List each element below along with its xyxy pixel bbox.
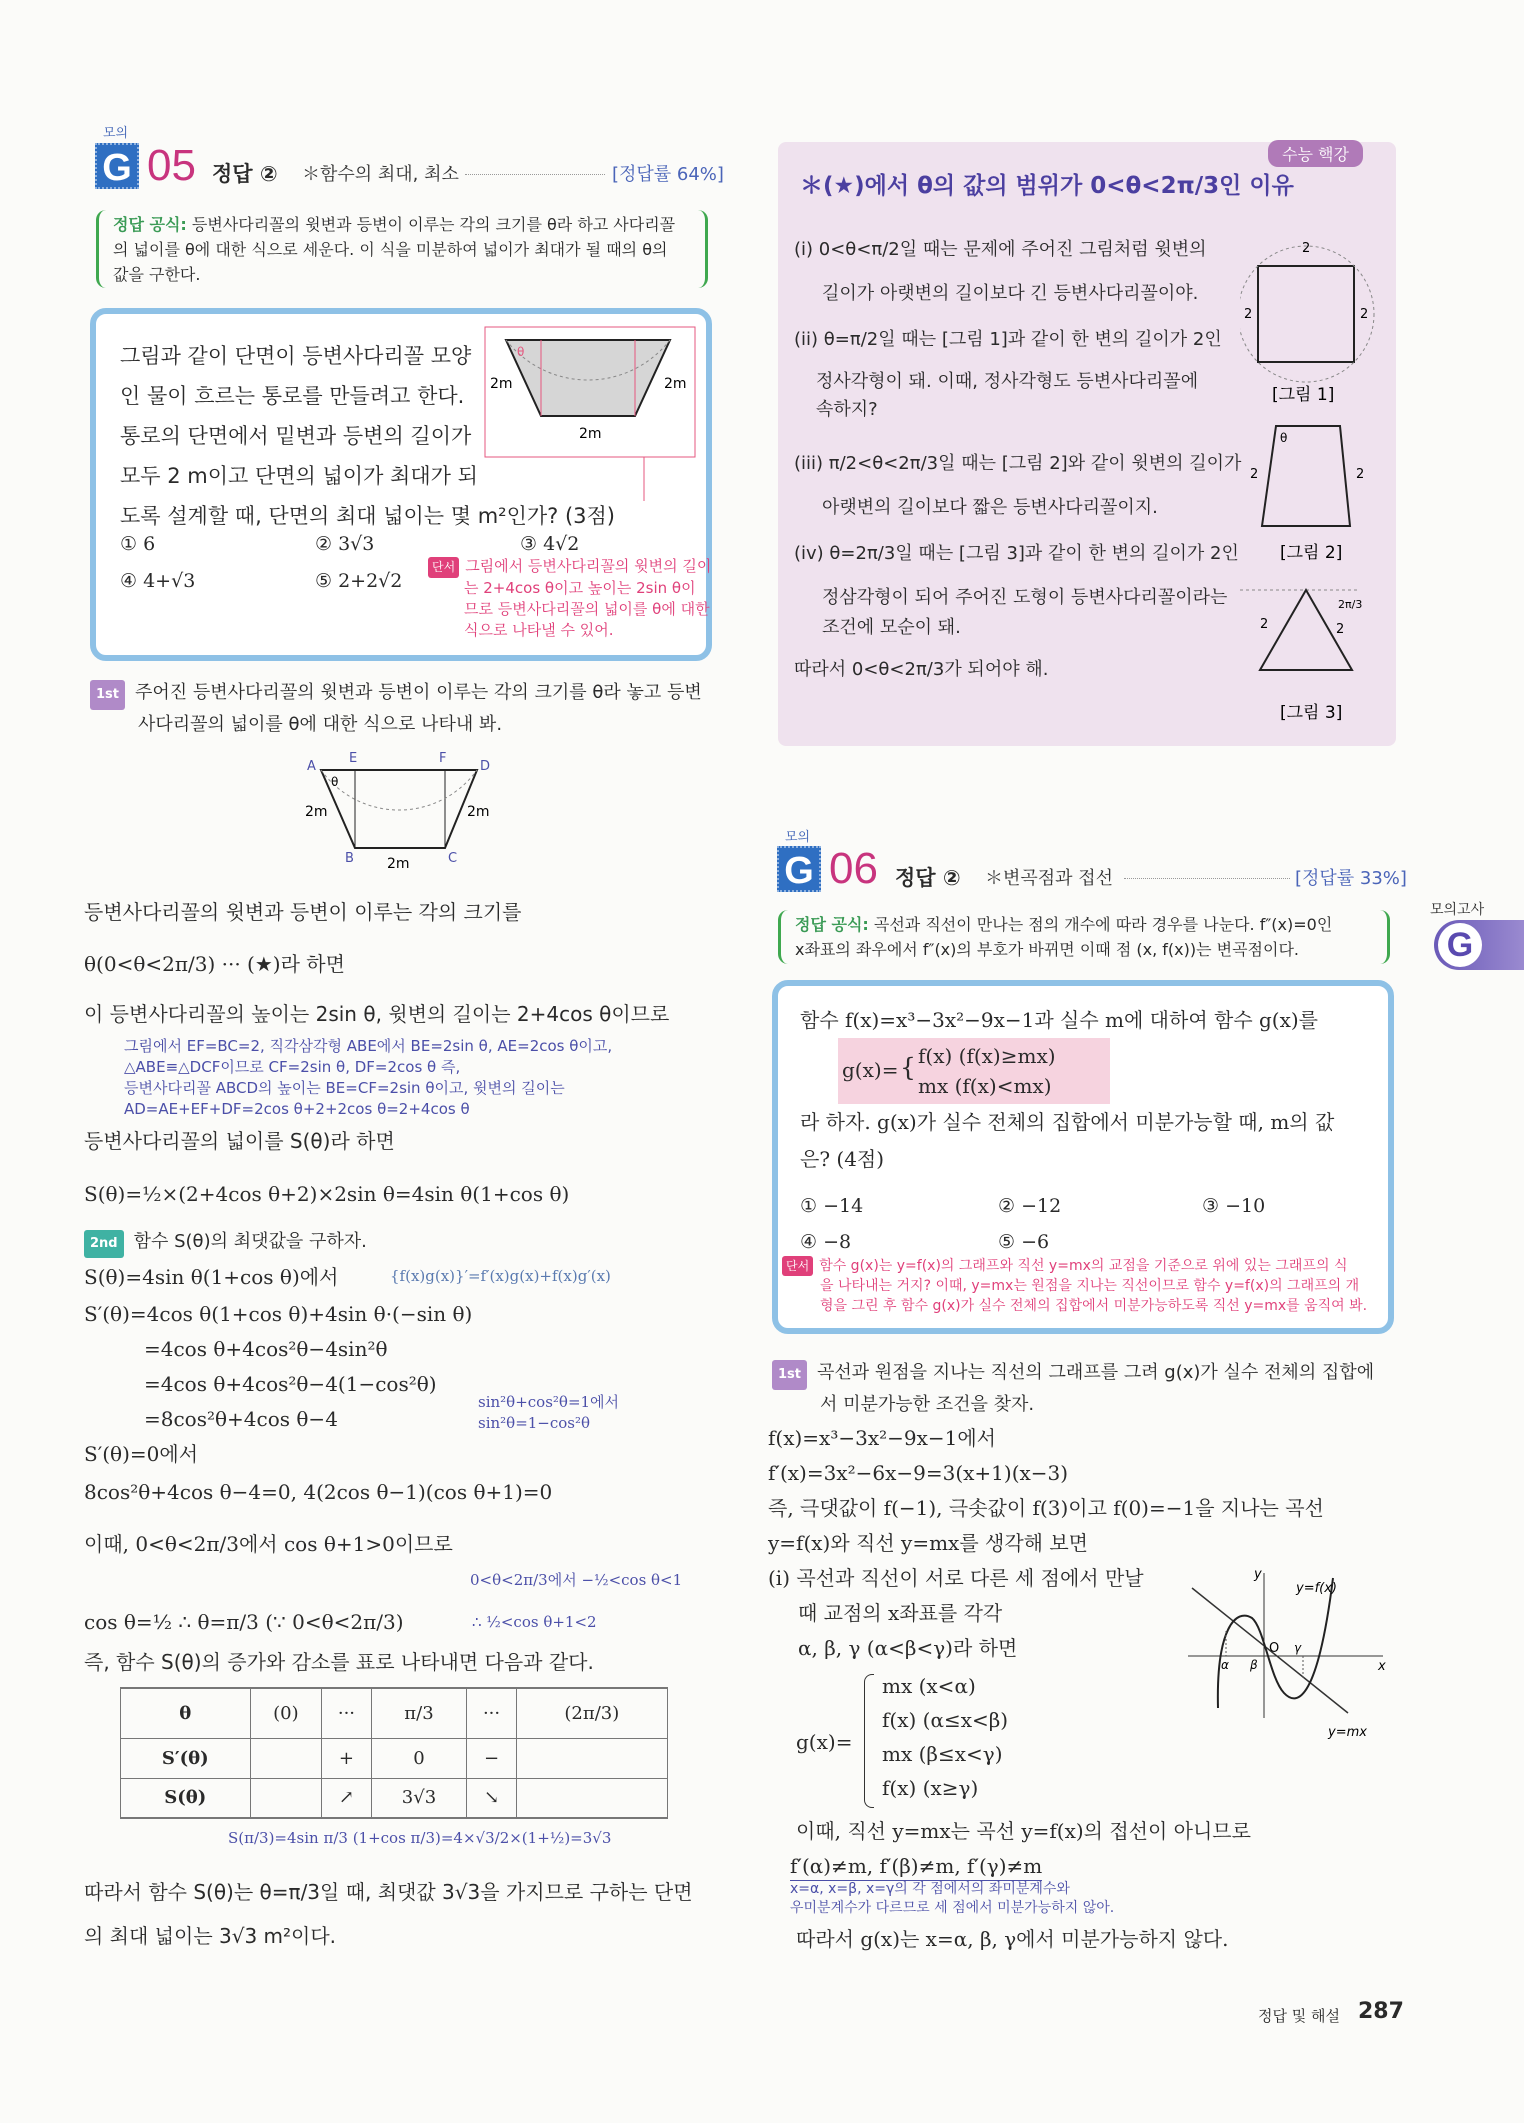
- side-tab[interactable]: [1434, 920, 1524, 970]
- question-line: 모두 2 m이고 단면의 넓이가 최대가 되: [120, 464, 478, 488]
- formula-box: [778, 910, 1390, 964]
- hint-line: 함수 g(x)는 y=f(x)의 그래프와 직선 y=mx의 교점을 기준으로 위에 있는 그래프의 식: [819, 1258, 1348, 1274]
- alpha-label: α: [1221, 1658, 1229, 1672]
- table-cell: [516, 1778, 667, 1818]
- cubic-line-graph: [1188, 1568, 1393, 1748]
- choice-2-correct[interactable]: ② −12: [998, 1195, 1062, 1217]
- sol-line: 즉, 극댓값이 f(−1), 극솟값이 f(3)이고 f(0)=−1을 지나는 곡선: [768, 1496, 1324, 1520]
- deriv-line: =4cos θ+4cos²θ−4(1−cos²θ): [144, 1372, 437, 1396]
- gx-case: mx (f(x)<mx): [918, 1074, 1052, 1098]
- mock-tag: 모의: [103, 126, 129, 141]
- table-cell: −: [467, 1738, 516, 1778]
- table-cell: S(θ): [121, 1778, 251, 1818]
- sol-line: 등변사다리꼴의 윗변과 등변이 이루는 각의 크기를: [84, 900, 522, 924]
- hint-line: 식으로 나타낼 수 있어.: [464, 621, 614, 639]
- point-label: B: [345, 851, 354, 866]
- step-text: 주어진 등변사다리꼴의 윗변과 등변이 이루는 각의 크기를 θ라 놓고 등변: [135, 682, 702, 703]
- trapezoid-figure: [484, 326, 696, 501]
- sol-line: f(x)=x³−3x²−9x−1에서: [768, 1426, 997, 1450]
- side-label: 2m: [579, 426, 602, 442]
- labeled-trapezoid-figure: [305, 748, 505, 873]
- figure-caption: [그림 3]: [1280, 703, 1343, 723]
- gx-piecewise: [796, 1672, 1046, 1812]
- figure-caption: [그림 2]: [1280, 543, 1343, 563]
- step-text: 서 미분가능한 조건을 찾자.: [820, 1394, 1035, 1415]
- hint-line: 므로 등변사다리꼴의 넓이를 θ에 대한: [464, 600, 710, 618]
- point-label: C: [448, 851, 458, 866]
- table-cell: ···: [467, 1688, 516, 1738]
- table-row: [121, 1688, 668, 1738]
- side-label: 2: [1250, 467, 1259, 482]
- side-tab-letter: G: [1438, 923, 1482, 967]
- sol-line: 등변사다리꼴의 넓이를 S(θ)라 하면: [84, 1129, 395, 1153]
- line-label: y=mx: [1328, 1725, 1367, 1740]
- core-line: 속하지?: [816, 399, 878, 420]
- side-label: 2: [1336, 622, 1345, 637]
- choice-1[interactable]: ① 6: [120, 533, 156, 555]
- note: [124, 1036, 612, 1120]
- note-line: 등변사다리꼴 ABCD의 높이는 BE=CF=2sin θ이고, 윗변의 길이는: [124, 1079, 565, 1097]
- question-line: 라 하자. g(x)가 실수 전체의 집합에서 미분가능할 때, m의 값: [800, 1110, 1335, 1134]
- curve-label: y=f(x): [1296, 1581, 1337, 1596]
- deriv-line: S(θ)=4sin θ(1+cos θ)에서: [84, 1265, 339, 1289]
- choice-1[interactable]: ① −14: [800, 1195, 864, 1217]
- formula-label: 정답 공식:: [113, 215, 187, 234]
- beta-label: β: [1250, 1658, 1258, 1672]
- deriv-line: S′(θ)=0에서: [84, 1442, 199, 1466]
- step-text: 곡선과 원점을 지나는 직선의 그래프를 그려 g(x)가 실수 전체의 집합에: [817, 1362, 1375, 1383]
- gamma-label: γ: [1294, 1641, 1302, 1655]
- theta-label: θ: [517, 345, 525, 359]
- range-note: ∴ ½<cos θ+1<2: [472, 1613, 597, 1631]
- sol-line: y=f(x)와 직선 y=mx를 생각해 보면: [768, 1531, 1088, 1555]
- origin-label: O: [1269, 1641, 1280, 1656]
- step-text: 사다리꼴의 넓이를 θ에 대한 식으로 나타내 봐.: [138, 714, 503, 735]
- question-line: 통로의 단면에서 밑변과 등변의 길이가: [120, 424, 472, 448]
- hint-line: 형을 그린 후 함수 g(x)가 실수 전체의 집합에서 미분가능하도록 직선 y=mx를 움직여 봐.: [820, 1298, 1368, 1314]
- gx-case: mx (β≤x<γ): [882, 1742, 1003, 1766]
- dotted-leader: [1124, 878, 1290, 879]
- hint-line: 는 2+4cos θ이고 높이는 2sin θ이: [464, 579, 696, 597]
- core-line: (iv) θ=2π/3일 때는 [그림 3]과 같이 한 변의 길이가 2인: [794, 543, 1239, 564]
- conclusion: 의 최대 넓이는 3√3 m²이다.: [84, 1924, 337, 1948]
- area-formula: S(θ)=½×(2+4cos θ+2)×2sin θ=4sin θ(1+cos θ): [84, 1182, 570, 1206]
- answer-label: 정답 ②: [895, 866, 961, 890]
- correct-rate: [정답률 33%]: [1295, 868, 1407, 889]
- table-cell: π/3: [371, 1688, 467, 1738]
- side-label: 2m: [467, 804, 490, 820]
- hint: [782, 1256, 1367, 1316]
- point-label: D: [480, 759, 491, 774]
- step1: [90, 678, 702, 740]
- table-cell: 0: [371, 1738, 467, 1778]
- footer-label: 정답 및 해설: [1258, 2007, 1340, 2025]
- hint-line: 그림에서 등변사다리꼴의 윗변의 길이: [465, 557, 712, 575]
- formula-line: 등변사다리꼴의 윗변과 등변이 이루는 각의 크기를 θ라 하고 사다리꼴: [191, 215, 676, 234]
- point-label: F: [439, 751, 447, 766]
- sol-line: α, β, γ (α<β<γ)라 하면: [798, 1636, 1018, 1660]
- point-label: A: [307, 759, 316, 774]
- deriv-line: =8cos²θ+4cos θ−4: [144, 1407, 338, 1431]
- table-cell: 3√3: [371, 1778, 467, 1818]
- table-cell: [250, 1778, 322, 1818]
- core-line: 정삼각형이 되어 주어진 도형이 등변사다리꼴이라는: [822, 587, 1228, 608]
- table-cell: (2π/3): [516, 1688, 667, 1738]
- note-line: 그림에서 EF=BC=2, 직각삼각형 ABE에서 BE=2sin θ, AE=2cos θ이고,: [124, 1037, 613, 1055]
- table-cell: (0): [250, 1688, 322, 1738]
- formula-box: [96, 210, 708, 288]
- gx-case: f(x) (x≥γ): [882, 1776, 979, 1800]
- dotted-leader: [465, 174, 605, 175]
- topic: ＊변곡점과 접선: [985, 868, 1114, 889]
- range-note: 0<θ<2π/3에서 −½<cos θ<1: [470, 1571, 683, 1589]
- step-text: 함수 S(θ)의 최댓값을 구하자.: [133, 1231, 367, 1252]
- identity-note: [478, 1392, 619, 1434]
- table-cell: θ: [121, 1688, 251, 1738]
- side-label: 2: [1244, 307, 1253, 322]
- correct-rate: [정답률 64%]: [612, 164, 724, 185]
- hint-label: 단서: [782, 1256, 813, 1276]
- gx-lhs: g(x)=: [842, 1058, 899, 1082]
- question-line: 함수 f(x)=x³−3x²−9x−1과 실수 m에 대하여 함수 g(x)를: [800, 1008, 1319, 1032]
- point-label: E: [349, 751, 358, 766]
- choice-3[interactable]: ③ 4√2: [520, 533, 580, 555]
- core-line: (iii) π/2<θ<2π/3일 때는 [그림 2]와 같이 윗변의 길이가: [794, 453, 1242, 474]
- formula-label: 정답 공식:: [795, 915, 869, 934]
- core-line: 길이가 아랫변의 길이보다 긴 등변사다리꼴이야.: [822, 283, 1199, 304]
- g-badge: G: [95, 143, 139, 189]
- formula-line: x좌표의 좌우에서 f″(x)의 부호가 바뀌면 이때 점 (x, f(x))는 변곡점이다.: [795, 940, 1300, 959]
- core-line: 조건에 모순이 돼.: [822, 617, 961, 638]
- deriv-line: =4cos θ+4cos²θ−4sin²θ: [144, 1337, 388, 1361]
- hint: [428, 556, 711, 641]
- g-badge: G: [777, 846, 821, 892]
- axis-label: y: [1254, 1568, 1262, 1582]
- side-tab-label: 모의고사: [1430, 902, 1485, 918]
- step2: [84, 1228, 367, 1258]
- theta-label: θ: [1280, 431, 1288, 445]
- note: [790, 1880, 1114, 1918]
- core-line: 따라서 0<θ<2π/3가 되어야 해.: [794, 659, 1049, 680]
- product-rule-note: {f(x)g(x)}′=f′(x)g(x)+f(x)g′(x): [390, 1267, 611, 1285]
- table-cell: ↘: [467, 1778, 516, 1818]
- sol-line: 이 등변사다리꼴의 높이는 2sin θ, 윗변의 길이는 2+4cos θ이므로: [84, 1002, 670, 1026]
- problem-number: 06: [829, 844, 878, 893]
- core-line: (i) 0<θ<π/2일 때는 문제에 주어진 그림처럼 윗변의: [794, 239, 1207, 260]
- step-2-badge: 2nd: [84, 1230, 124, 1258]
- table-cell: ↗: [322, 1778, 371, 1818]
- choice-5[interactable]: ⑤ −6: [998, 1231, 1050, 1253]
- note-line: x=α, x=β, x=γ의 각 점에서의 좌미분계수와: [790, 1881, 1070, 1897]
- table-cell: [516, 1738, 667, 1778]
- choice-3[interactable]: ③ −10: [1202, 1195, 1266, 1217]
- table-row: [121, 1778, 668, 1818]
- side-label: 2m: [387, 856, 410, 872]
- angle-label: 2π/3: [1338, 598, 1363, 611]
- side-label: 2m: [490, 376, 513, 392]
- choice-4[interactable]: ④ −8: [800, 1231, 852, 1253]
- choice-4[interactable]: ④ 4+√3: [120, 570, 196, 592]
- deriv-line: 8cos²θ+4cos θ−4=0, 4(2cos θ−1)(cos θ+1)=0: [84, 1480, 553, 1504]
- formula-line: 의 넓이를 θ에 대한 식으로 세운다. 이 식을 미분하여 넓이가 최대가 될 때의 θ의: [113, 240, 668, 259]
- question-line: 은? (4점): [800, 1147, 885, 1171]
- theta-label: θ: [331, 775, 339, 789]
- gx-case: mx (x<α): [882, 1674, 976, 1698]
- sol-line: 때 교점의 x좌표를 각각: [798, 1601, 1003, 1625]
- axis-label: x: [1378, 1659, 1386, 1674]
- side-label: 2: [1302, 241, 1311, 256]
- note-line: AD=AE+EF+DF=2cos θ+2+2cos θ=2+4cos θ: [124, 1100, 470, 1118]
- table-cell: +: [322, 1738, 371, 1778]
- core-title: ＊(★)에서 θ의 값의 범위가 0<θ<2π/3인 이유: [800, 173, 1294, 199]
- variation-table: [120, 1687, 668, 1819]
- side-label: 2m: [664, 376, 687, 392]
- question-line: 그림과 같이 단면이 등변사다리꼴 모양: [120, 344, 472, 368]
- question-line: 인 물이 흐르는 통로를 만들려고 한다.: [120, 384, 465, 408]
- deriv-line: S′(θ)=4cos θ(1+cos θ)+4sin θ·(−sin θ): [84, 1302, 473, 1326]
- figure-caption: [그림 1]: [1272, 385, 1335, 405]
- table-cell: [250, 1738, 322, 1778]
- note-line: 우미분계수가 다르므로 세 점에서 미분가능하지 않아.: [790, 1900, 1115, 1916]
- step1: [772, 1358, 1374, 1420]
- choice-5[interactable]: ⑤ 2+2√2: [315, 570, 403, 592]
- sol-line: f′(α)≠m, f′(β)≠m, f′(γ)≠m: [790, 1852, 1042, 1881]
- core-line: (ii) θ=π/2일 때는 [그림 1]과 같이 한 변의 길이가 2인: [794, 329, 1222, 350]
- sol-line: (i) 곡선과 직선이 서로 다른 세 점에서 만날: [768, 1566, 1144, 1590]
- gx-case: f(x) (f(x)≥mx): [918, 1044, 1056, 1068]
- note-line: sin²θ=1−cos²θ: [478, 1414, 591, 1432]
- question-line: 도록 설계할 때, 단면의 최대 넓이는 몇 m²인가? (3점): [120, 504, 615, 528]
- max-value-note: S(π/3)=4sin π/3 (1+cos π/3)=4×√3/2×(1+½)=3√3: [228, 1829, 612, 1847]
- sol-line: 따라서 g(x)는 x=α, β, γ에서 미분가능하지 않다.: [796, 1927, 1229, 1951]
- page-number: 287: [1358, 1999, 1404, 2024]
- core-lecture-badge: 수능 핵강: [1268, 140, 1363, 167]
- sol-line: θ(0<θ<2π/3) ··· (★)라 하면: [84, 952, 345, 976]
- note-line: sin²θ+cos²θ=1에서: [478, 1393, 620, 1411]
- step-1-badge: 1st: [90, 680, 125, 710]
- sol-line: f′(x)=3x²−6x−9=3(x+1)(x−3): [768, 1461, 1069, 1485]
- deriv-line: cos θ=½ ∴ θ=π/3 (∵ 0<θ<2π/3): [84, 1610, 404, 1634]
- core-figures: [1240, 238, 1375, 738]
- topic: ＊함수의 최대, 최소: [302, 164, 459, 185]
- note-line: △ABE≡△DCF이므로 CF=2sin θ, DF=2cos θ 즉,: [124, 1058, 461, 1076]
- problem-number: 05: [147, 141, 196, 190]
- deriv-line: 이때, 0<θ<2π/3에서 cos θ+1>0이므로: [84, 1532, 453, 1556]
- gx-lhs: g(x)=: [796, 1730, 853, 1754]
- core-line: 아랫변의 길이보다 짧은 등변사다리꼴이지.: [822, 497, 1158, 518]
- conclusion: 따라서 함수 S(θ)는 θ=π/3일 때, 최댓값 3√3을 가지므로 구하는 단면: [84, 1880, 693, 1904]
- side-label: 2: [1360, 307, 1369, 322]
- choice-2-correct[interactable]: ② 3√3: [315, 533, 375, 555]
- hint-label: 단서: [428, 557, 459, 578]
- mock-tag: 모의: [785, 830, 811, 845]
- table-cell: S′(θ): [121, 1738, 251, 1778]
- side-label: 2: [1260, 617, 1269, 632]
- table-cell: ···: [322, 1688, 371, 1738]
- side-label: 2: [1356, 467, 1365, 482]
- formula-line: 값을 구한다.: [113, 265, 201, 284]
- table-row: [121, 1738, 668, 1778]
- sol-line: 이때, 직선 y=mx는 곡선 y=f(x)의 접선이 아니므로: [796, 1819, 1251, 1843]
- gx-case: f(x) (α≤x<β): [882, 1708, 1009, 1732]
- side-label: 2m: [305, 804, 328, 820]
- core-line: 정사각형이 돼. 이때, 정사각형도 등변사다리꼴에: [816, 371, 1199, 392]
- deriv-line: 즉, 함수 S(θ)의 증가와 감소를 표로 나타내면 다음과 같다.: [84, 1650, 594, 1674]
- formula-line: 곡선과 직선이 만나는 점의 개수에 따라 경우를 나눈다. f″(x)=0인: [873, 915, 1333, 934]
- hint-line: 을 나타내는 거지? 이때, y=mx는 원점을 지나는 직선이므로 함수 y=f(x)의 그래프의 개: [820, 1278, 1360, 1294]
- gx-definition: g(x)= { f(x) (f(x)≥mx) mx (f(x)<mx): [838, 1038, 1110, 1104]
- answer-label: 정답 ②: [212, 162, 278, 186]
- step-1-badge: 1st: [772, 1360, 807, 1390]
